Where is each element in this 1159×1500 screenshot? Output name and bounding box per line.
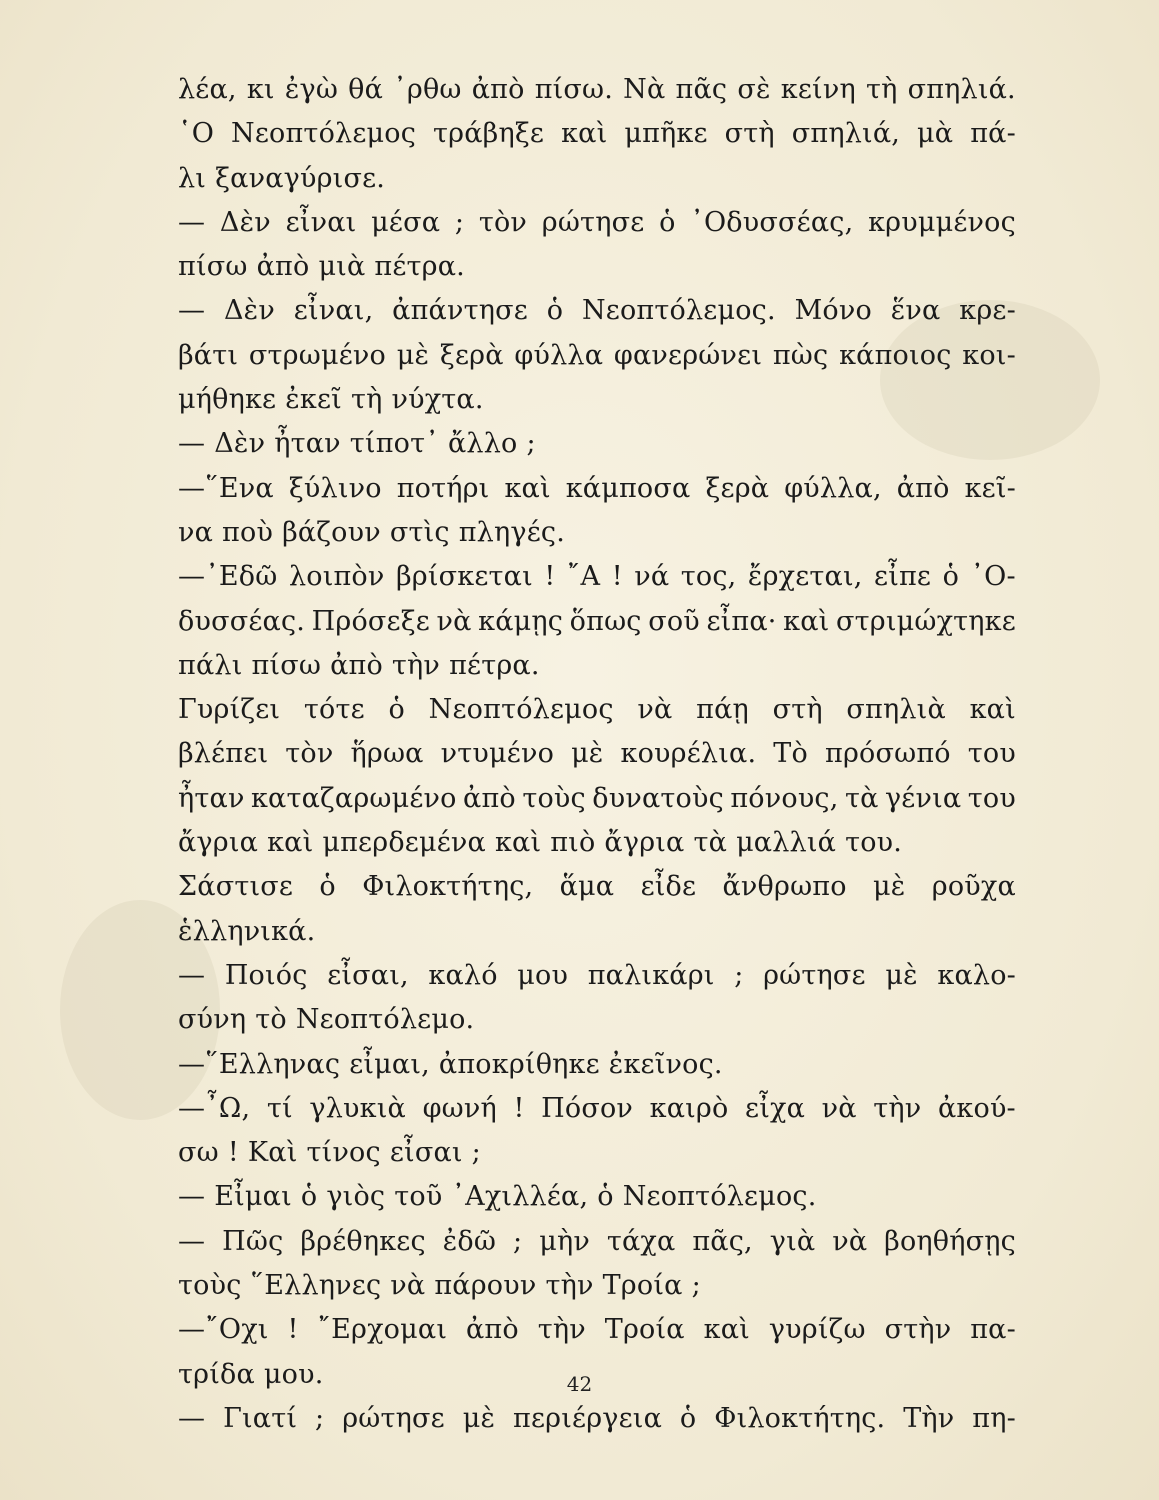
word: πα- [970,1314,1016,1346]
word: εἶσαι [389,1137,463,1169]
word: σω [178,1137,219,1169]
word: σύνη [178,1004,247,1036]
word: ἀπὸ [466,1314,519,1346]
word: Τὸ [773,738,808,770]
word: ἀπὸ [330,649,383,681]
word: ᾿Αχιλλέα, [451,1181,589,1213]
word: μὲ [873,871,906,903]
word: Καὶ [247,1137,298,1169]
text-line [178,112,1016,156]
word: Σάστισε [178,871,294,903]
word: ; [454,206,465,238]
body-text [178,68,1016,1441]
word: φανερώνει [613,339,763,371]
word: κεῖ- [964,472,1016,504]
word: βοηθήσῃς [884,1225,1016,1257]
word: ἦταν [274,428,341,460]
word: κείνη [780,74,856,105]
word: μου [517,959,569,991]
word: τάχα [606,1225,676,1257]
text-line [178,68,1016,112]
word: βρίσκεται [395,561,533,593]
word: εἶχα [745,1092,806,1124]
word: καλό [428,959,498,991]
word: μήθηκε [178,384,277,416]
word: ντυμένο [440,738,555,770]
word: —῞Ενα [178,472,274,504]
word: ; [471,1137,481,1169]
word: μὴν [539,1225,590,1257]
word: δυνατοὺς [592,782,724,814]
word: τρίδα [178,1358,255,1390]
text-line [178,1175,1016,1219]
word: τὰ [844,782,879,814]
word: καὶ [267,827,314,859]
text-line [178,467,1016,511]
word: κι [246,74,275,105]
word: πᾶς, [692,1225,753,1257]
word: καὶ [504,472,551,504]
word: ! [611,561,623,593]
word: ρώτησε [342,1402,445,1434]
text-line [178,688,1016,732]
word: καιρὸ [649,1092,729,1124]
word: Δὲν [223,295,275,327]
word: καὶ [703,1314,750,1346]
word: ἀπὸ [256,251,310,283]
word: ᾿Οδυσσέας, [690,206,854,238]
text-line [178,1087,1016,1131]
word: σπηλιά. [907,74,1016,105]
word: θά [348,74,384,105]
word: — [178,206,206,238]
word: ; [513,1225,523,1257]
word: τότε [303,694,365,726]
word: τὰ [693,827,728,859]
word: τὸν [478,206,528,238]
word: Γυρίζει [178,694,281,726]
word: πρόσωπό [825,738,951,770]
word: παλικάρι [587,959,715,991]
text-line [178,644,1016,688]
word: — [178,1225,206,1257]
word: ὁ [388,694,405,726]
word: ; [691,1270,701,1302]
word: ρώτησε [541,206,645,238]
word: πίσω. [534,74,614,105]
word: κρυμμένος [868,206,1016,238]
word: ἐκεῖ [285,384,342,416]
word: του [967,782,1016,814]
word: στρωμένο [248,339,386,371]
word: Τροία [604,1314,685,1346]
word: μιὰ [318,251,366,283]
word: —῞Ελληνας [178,1048,341,1080]
text-line [178,245,1016,289]
word: Τὴν [903,1402,955,1434]
word: Γιατί [223,1402,298,1434]
word: βλέπει [178,738,269,770]
word: κοι- [962,339,1016,371]
word: τὴν [391,649,441,681]
word: πᾶς [675,74,728,105]
word: πέτρα. [374,251,465,283]
word: τὴ [350,384,383,416]
word: φύλλα, [784,472,882,504]
word: βρέθηκες [300,1225,426,1257]
word: τος, [680,561,737,593]
word: Δὲν [219,206,271,238]
word: — [178,428,206,460]
word: νὰ [390,1270,426,1302]
text-line [178,910,1016,954]
word: μέσα [371,206,441,238]
word: εἶναι [285,206,357,238]
word: στὶς [389,516,450,548]
word: σπηλιά, [791,118,901,150]
word: ὁ [597,1181,614,1213]
word: ῞Ελληνες [250,1270,382,1302]
word: ! [544,561,556,593]
word: μὰ [917,118,954,150]
word: νὰ [832,1225,868,1257]
text-line [178,422,1016,466]
text-line [178,732,1016,776]
word: μὲ [462,1402,496,1434]
word: ὅπως [569,605,642,637]
word: ῾Ο [178,118,215,150]
word: ρώτησε [763,959,866,991]
word: μὲ [571,738,604,770]
text-line [178,1308,1016,1352]
word: ὁ [319,871,336,903]
word: ῎Α [566,561,601,593]
word: πάλι [178,649,243,681]
word: σοῦ [648,605,700,637]
text-line [178,1397,1016,1441]
text-line [178,1043,1016,1087]
word: Νεοπτόλεμος. [581,295,776,327]
word: ῎Ερχομαι [317,1314,448,1346]
word: ὁ [546,295,564,327]
word: μπερδεμένα [322,827,486,859]
word: βάτι [178,339,239,371]
word: λοιπὸν [288,561,385,593]
word: φύλλα [514,339,604,371]
word: ἐγὼ [284,74,339,105]
word: Φιλοκτήτης, [362,871,534,903]
word: ; [315,1402,325,1434]
text-line [178,954,1016,998]
word: στριμώχτηκε [836,605,1016,637]
word: γιὰ [769,1225,816,1257]
word: ἀποκρίθηκε [438,1048,600,1080]
page-number: 42 [566,1372,593,1396]
word: πόνους, [730,782,839,814]
word: πέτρα. [449,649,540,681]
text-line [178,865,1016,909]
word: ἄλλο [447,428,518,460]
text-line [178,378,1016,422]
word: να [178,516,214,548]
word: καὶ [969,694,1016,726]
word: ; [734,959,744,991]
word: μου. [263,1358,324,1390]
word: Τροία [602,1270,683,1302]
word: ἕνα [890,295,941,327]
word: βάζουν [282,516,381,548]
word: μὲ [396,339,430,371]
word: ὁ [942,561,960,593]
word: Νεοπτόλεμος [231,118,417,150]
word: Φιλοκτήτης. [714,1402,886,1434]
word: ὁ [679,1402,697,1434]
word: εἶσαι, [327,959,409,991]
word: τὴ [865,74,898,105]
word: τίνος [306,1137,381,1169]
word: πη- [972,1402,1016,1434]
word: πάρουν [434,1270,537,1302]
text-line [178,1220,1016,1264]
word: Μόνο [794,295,872,327]
word: ! [287,1314,299,1346]
word: ᾿ρθω [393,74,462,105]
word: ἄνθρωπο [722,871,847,903]
word: —᾿Εδῶ [178,561,278,593]
word: γένια [884,782,962,814]
word: δυσσέας. [178,605,306,637]
word: — [178,295,206,327]
word: ἑλληνικά. [178,915,316,947]
word: μὲ [885,959,918,991]
word: καὶ [561,118,608,150]
word: τράβηξε [433,118,545,150]
word: σὲ [737,74,771,105]
word: πιὸ [550,827,596,859]
word: ἀπὸ [471,74,525,105]
text-line [178,1264,1016,1308]
word: ποτήρι [396,472,490,504]
word: πάῃ [696,694,749,726]
text-line [178,600,1016,644]
word: ξερὰ [439,339,504,371]
word: μπῆκε [624,118,708,150]
word: μαλλιά [736,827,837,859]
word: ροῦχα [931,871,1016,903]
word: Δὲν [214,428,266,460]
word: τὴν [545,1270,594,1302]
text-line [178,555,1016,599]
word: λι [178,162,207,194]
word: ξύλινο [288,472,382,504]
word: ἄγρια [604,827,685,859]
word: νὰ [821,1092,857,1124]
word: ἐκεῖνος. [608,1048,723,1080]
word: περιέργεια [513,1402,663,1434]
word: εἶπα· [706,605,777,637]
word: Πρόσεξε [311,605,430,637]
word: ἀκού- [937,1092,1016,1124]
word: εἶμαι, [349,1048,430,1080]
word: στὴ [724,118,775,150]
text-line [178,998,1016,1042]
word: — [178,959,206,991]
word: ἔρχεται, [747,561,863,593]
word: σπηλιὰ [846,694,946,726]
word: ξερὰ [705,472,770,504]
word: Νεοπτόλεμος [428,694,614,726]
word: πίσω [178,251,248,283]
text-line [178,821,1016,865]
word: — [178,1402,206,1434]
word: τὴν [537,1314,586,1346]
text-line [178,1131,1016,1175]
word: ἀπάντησε [392,295,528,327]
word: κάμποσα [565,472,691,504]
word: ὁ [659,206,676,238]
word: τίποτ᾿ [349,428,439,460]
word: τὸ [255,1004,287,1036]
word: τί [266,1092,293,1124]
word: καὶ [494,827,542,859]
word: νὰ [436,605,472,637]
word: κάποιος [839,339,952,371]
word: τὴν [873,1092,922,1124]
word: — [178,1181,206,1213]
word: ποὺ [222,516,274,548]
word: —῏Ω, [178,1092,251,1124]
text-line [178,777,1016,821]
word: πληγές. [458,516,565,548]
word: Πῶς [222,1225,284,1257]
word: εἶπε [874,561,932,593]
word: του [967,738,1016,770]
word: κάμῃς [478,605,564,637]
word: ἄγρια [178,827,259,859]
word: νά [634,561,670,593]
word: τὸν [285,738,334,770]
word: νύχτα. [391,384,484,416]
word: τοὺς [522,782,586,814]
text-line [178,157,1016,201]
word: κρε- [959,295,1016,327]
word: Εἶμαι [214,1181,292,1213]
word: φωνή [422,1092,497,1124]
word: καὶ [783,605,830,637]
word: —῎Οχι [178,1314,269,1346]
word: τοῦ [394,1181,443,1213]
word: πά- [970,118,1016,150]
word: λέα, [178,74,237,105]
word: στὴ [772,694,823,726]
text-line [178,289,1016,333]
word: ἐδῶ [442,1225,497,1257]
word: Νὰ [623,74,666,105]
text-line [178,201,1016,245]
word: Νεοπτόλεμος. [622,1181,817,1213]
word: ᾿Ο- [970,561,1016,593]
word: Νεοπτόλεμο. [295,1004,475,1036]
word: γλυκιὰ [309,1092,406,1124]
word: γιὸς [326,1181,386,1213]
word: εἶναι, [293,295,374,327]
word: νὰ [637,694,673,726]
word: στὴν [884,1314,952,1346]
word: πὼς [772,339,829,371]
word: γυρίζω [768,1314,866,1346]
word: τοὺς [178,1270,242,1302]
word: πίσω [251,649,322,681]
word: ἅμα [559,871,615,903]
word: καλο- [937,959,1016,991]
word: ! [513,1092,525,1124]
text-line [178,511,1016,555]
text-line [178,334,1016,378]
word: εἶδε [640,871,697,903]
word: ἀπὸ [896,472,950,504]
word: κουρέλια. [620,738,757,770]
word: ξαναγύρισε. [215,162,386,194]
word: ὁ [300,1181,318,1213]
word: Ποιός [224,959,308,991]
word: ἦταν [178,782,245,814]
word: καταζαρωμένο [250,782,457,814]
word: ; [526,428,536,460]
word: ! [227,1137,239,1169]
word: του. [845,827,903,859]
word: ἀπὸ [463,782,516,814]
word: ἥρωα [350,738,424,770]
word: Πόσον [541,1092,634,1124]
